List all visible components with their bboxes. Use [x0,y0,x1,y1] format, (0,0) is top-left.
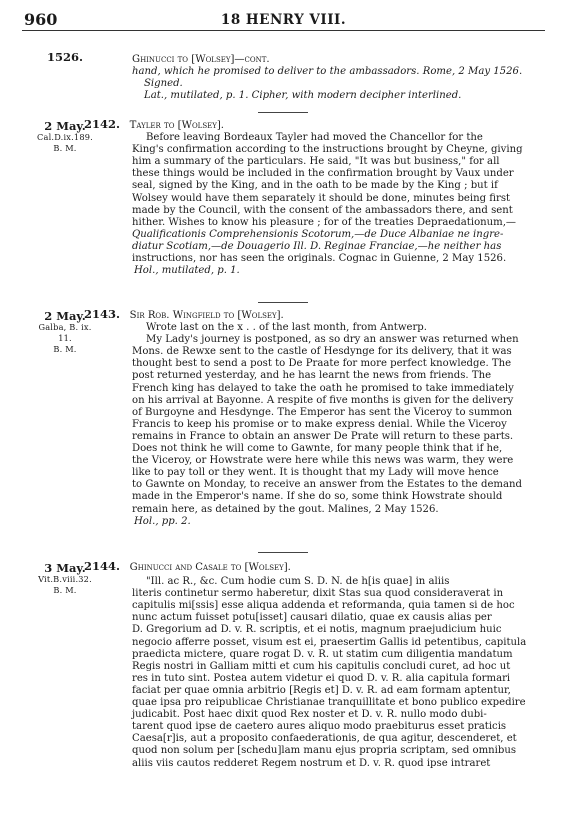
text-line: res in tuto sint. Postea autem videtur ei quod D. v. R. alia capitula formari [132,672,511,684]
text-line: quod non solum per [schedu]lam manu ejus propria scriptam, sed omnibus [132,745,517,757]
text-line: Wolsey would have them separately it should be done, minutes being first [132,192,511,204]
entry-heading: Tayler to [Wolsey]. [129,120,225,131]
text-line: Francis to keep his promise or to make express denial. While the Viceroy [132,418,507,430]
entry-date: 3 May. [44,561,86,575]
text-line: faciat per quae omnia arbitrio [Regis et] D. v. R. ad eam formam aptentur, [132,684,511,696]
text-line: capitulis mi[ssis] esse aliqua addenda et reformanda, quia tamen si de hoc [132,600,515,612]
text-line: thought best to send a post to De Praate for more perfect knowledge. The [132,358,512,370]
continuation-line: Lat., mutilated, p. 1. Cipher, with modern decipher interlined. [144,90,462,102]
text-line: negocio afferre posset, visum est ei, praesertim Gallis id petentibus, capitula [132,636,527,648]
page-header [24,10,543,32]
header-rule [22,30,545,31]
text-line: on his arrival at Bayonne. A respite of five months is given for the delivery [132,394,514,406]
text-line: seal, signed by the King, and in the oath to be made by the King ; but if [132,180,498,192]
text-line: aliis viis cautos redderet Regem nostrum et D. v. R. quod ipse intraret [132,757,491,769]
entry-heading: Ghinucci and Casale to [Wolsey]. [129,562,291,573]
continuation-line: hand, which he promised to deliver to the ambassadors. Rome, 2 May 1526. [132,66,523,78]
entry-heading: Sir Rob. Wingfield to [Wolsey]. [129,310,284,321]
text-line: him a summary of the particulars. He said, "It was but business," for all [132,156,500,168]
entry-reference: Galba, B. ix. [38,322,92,332]
text-line: like to pay toll or they went. It is thought that my Lady will move hence [132,467,499,479]
text-line: literis continetur sermo haberetur, dixit Stas sua quod consideraverat in [132,588,504,600]
text-line: Regis nostri in Galliam mitti et cum his capitulis concludi curet, ad hoc ut [132,660,511,672]
entry-date: 2 May. [44,119,86,133]
entry-note: Hol., pp. 2. [134,515,191,527]
entry-body [84,307,545,528]
text-line: of Burgoyne and Hesdynge. The Emperor has sent the Viceroy to summon [132,406,513,418]
text-line: Before leaving Bordeaux Tayler had moved the Chancellor for the [146,132,483,144]
page-number: 960 [24,10,58,29]
entry-2143 [24,308,545,546]
entry-number: 2142. [84,117,121,131]
text-line: made in the Emperor's name. If she do so, some think Howstrate should [132,491,503,503]
entry-reference: 11. [58,333,72,343]
text-line: Mons. de Rewxe sent to the castle of Hesdynge for its delivery, that it was [132,346,512,358]
text-line: French king has delayed to take the oath he promised to take immediately [132,382,514,394]
text-line: nunc actum fuisset potu[isset] causari dilatio, quae ex causis alias per [132,612,492,624]
continuation-heading: Ghinucci to [Wolsey]—cont. [132,54,270,65]
separator-rule [258,552,308,553]
text-line: post returned yesterday, and he has learnt the news from friends. The [132,370,492,382]
entry-body [84,559,545,770]
text-line: instructions, nor has seen the originals. Cognac in Guienne, 2 May 1526. [132,253,507,265]
text-line: hither. Wishes to know his pleasure ; for of the treaties Depraedationum,— [132,216,517,228]
text-line: these things would be included in the confirmation brought by Vaux under [132,168,514,180]
text-line: Caesa[r]is, aut a proposito confaederationis, de qua agitur, descenderet, et [132,733,517,745]
entry-date: 2 May. [44,309,86,323]
text-line: praedicta mictere, quare rogat D. v. R. ut statim cum diligentia mandatum [132,648,513,660]
running-title: 18 HENRY VIII. [220,12,347,28]
year-label: 1526. [46,50,83,64]
text-line: made by the Council, with the consent of the ambassadors there, and sent [132,204,513,216]
text-line: remains in France to obtain an answer De Prate will return to these parts. [132,430,514,442]
entry-number: 2144. [84,559,121,573]
text-line: the Viceroy, or Howstrate were here while this news was warm, they were [132,455,514,467]
text-line: tarent quod ipse de caetero aures aliquo modo praebiturus esset praticis [132,721,507,733]
entry-reference: B. M. [53,585,77,595]
text-line: My Lady's journey is postponed, as so dry an answer was returned when [146,334,519,346]
entry-2142 [24,118,545,298]
entry-body [84,117,545,277]
text-line: remain here, as detained by the gout. Malines, 2 May 1526. [132,503,439,515]
text-line: D. Gregorium ad D. v. R. scriptis, et ei notis, magnum praejudicium huic [132,624,502,636]
continuation-line: Signed. [144,78,183,90]
text-line: quae ipsa pro reipublicae Christianae tranquillitate et bono publico expedire [132,697,526,709]
entry-reference: Cal.D.ix.189. [37,132,93,142]
entry-note: Hol., mutilated, p. 1. [134,265,240,277]
continuation-body [132,54,545,102]
text-line: Wrote last on the x . . of the last month, from Antwerp. [146,322,427,334]
text-line: to Gawnte on Monday, to receive an answer from the Estates to the demand [132,479,522,491]
text-line: King's confirmation according to the instructions brought by Cheyne, giving [132,144,523,156]
continuation-block [24,40,545,110]
entry-2144 [24,560,545,828]
entry-number: 2143. [84,307,121,321]
separator-rule [258,302,308,303]
entry-reference: B. M. [53,344,77,354]
text-line: judicabit. Post haec dixit quod Rex noster et D. v. R. nullo modo dubi- [132,709,487,721]
entry-reference: Vit.B.viii.32. [38,574,92,584]
text-line: "Ill. ac R., &c. Cum hodie cum S. D. N. de h[is quae] in aliis [146,576,450,588]
entry-reference: B. M. [53,143,77,153]
text-line: Qualificationis Comprehensionis Scotorum,—de Duce Albaniae ne ingre- [132,228,504,240]
text-line: Does not think he will come to Gawnte, for many people think that if he, [132,443,503,455]
text-line: diatur Scotiam,—de Douagerio Ill. D. Reginae Franciae,—he neither has [132,240,502,252]
separator-rule [258,112,308,113]
